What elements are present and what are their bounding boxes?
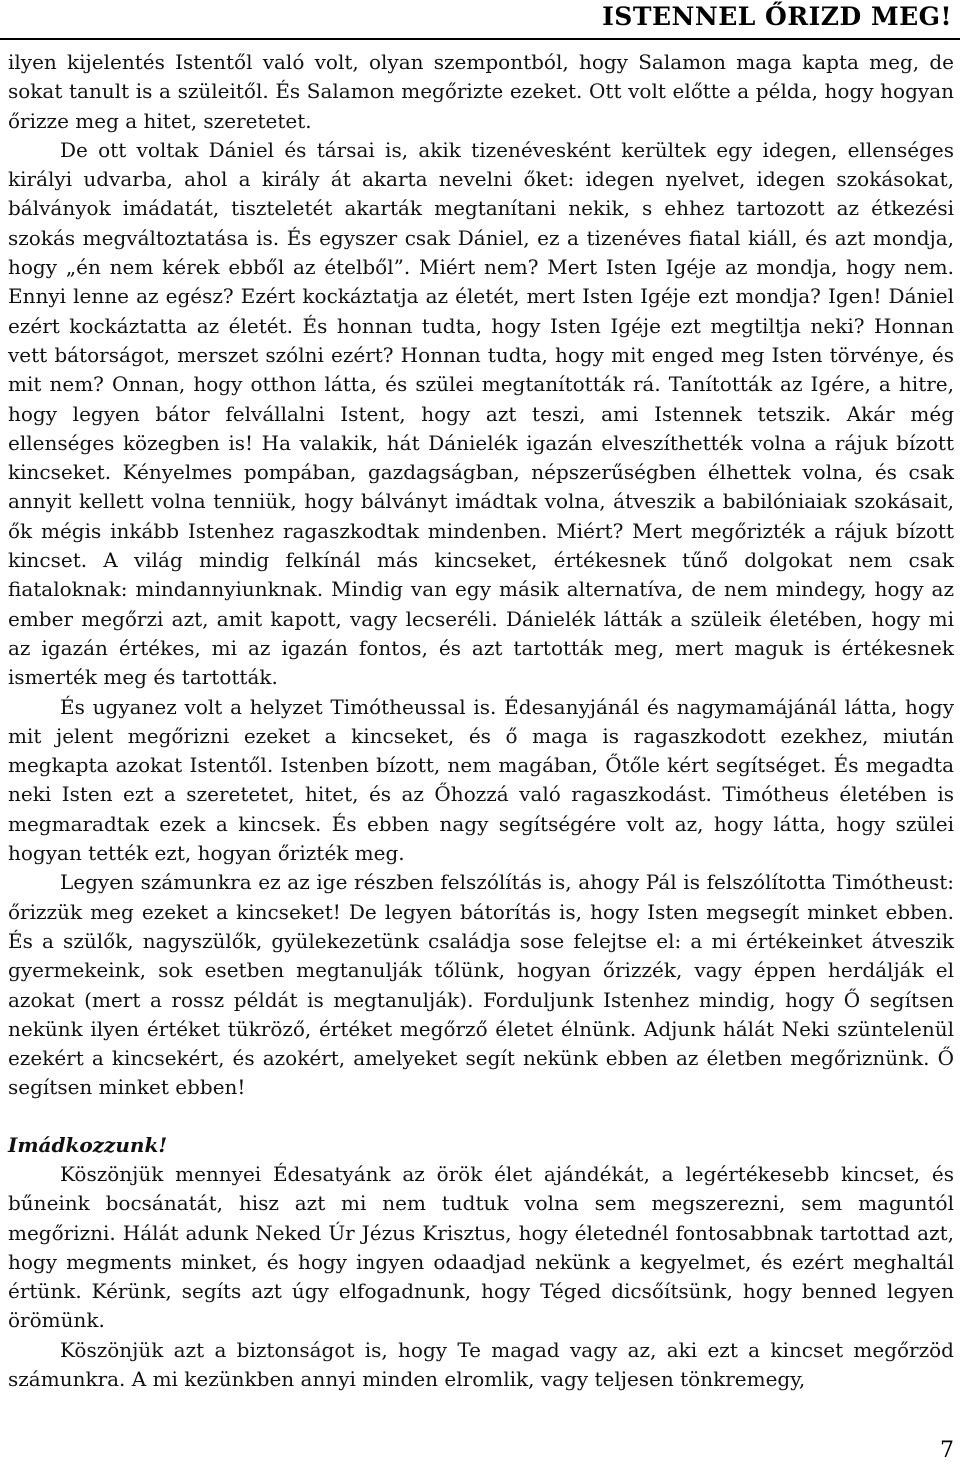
paragraph: Legyen számunkra ez az ige részben felszólítás is, ahogy Pál is felszólította Timótheust: őrizzük meg ezeket a kincseket! De legyen bátorítás is, hogy Isten megsegít minket ebben. És a szülők, nagyszülők, gyülekezetünk családja sose felejtse el: a mi értékeinket átveszik gyermekeink, sok esetben megtanulják tőlünk, hogyan őrizzék, vagy éppen herdálják el azokat (mert a rossz példát is megtanulják). Forduljunk Istenhez mindig, hogy Ő segítsen nekünk ilyen értéket tükröző, értéket megőrző életet élnünk. Adjunk hálát Neki szüntelenül ezekért a kincsekért, és azokért, amelyeket segít nekünk ebben az életben megőriznünk. Ő segítsen minket ebben! (8, 870, 954, 1100)
running-header-title: ISTENNEL ŐRIZD MEG! (602, 2, 952, 31)
body-text (8, 48, 954, 1394)
paragraph: És ugyanez volt a helyzet Timótheussal is. Édesanyjánál és nagymamájánál látta, hogy mit jelent megőrizni ezeket a kincseket, és ő maga is ragaszkodott ezekhez, miután megkapta azokat Istentől. Istenben bízott, nem magában, Őtőle kért segítséget. És megadta neki Isten ezt a szeretetet, hitet, és az Őhozzá való ragaszkodást. Timótheus életében is megmaradtak ezek a kincsek. És ebben nagy segítségére volt az, hogy látta, hogy szülei hogyan tették ezt, hogyan őrizték meg. (8, 694, 954, 866)
prayer-heading: Imádkozzunk! (8, 1132, 168, 1157)
paragraph: De ott voltak Dániel és társai is, akik tizenévesként kerültek egy idegen, ellenséges királyi udvarba, ahol a király át akarta nevelni őket: idegen nyelvet, idegen szokásokat, bálványok imádatát, tiszteletét akarták megtanítani nekik, s ehhez tartozott az étkezési szokás megváltoztatása is. És egyszer csak Dániel, ez a tizenéves fiatal kiáll, és azt mondja, hogy „én nem kérek ebből az ételből”. Miért nem? Mert Isten Igéje az mondja, hogy nem. Ennyi lenne az egész? Ezért kockáztatja az életét, mert Isten Igéje ezt mondja? Igen! Dániel ezért kockáztatta az életét. És honnan tudta, hogy Isten Igéje ezt megtiltja neki? Honnan vett bátorságot, merszet szólni ezért? Honnan tudta, hogy mit enged meg Isten törvénye, és mit nem? Onnan, hogy otthon látta, és szülei megtanították rá. Tanították az Igére, a hitre, hogy legyen bátor felvállalni Istent, hogy azt teszi, ami Istennek tetszik. Akár még ellenséges közegben is! Ha valakik, hát Dánielék igazán elveszíthették volna a rájuk bízott kincseket. Kényelmes pompában, gazdagságban, népszerűségben élhettek volna, és csak annyit kellett volna tenniük, hogy bálványt imádtak volna, átveszik a babilóniaiak szokásait, ők mégis inkább Istenhez ragaszkodtak mindenben. Miért? Mert megőrizték a rájuk bízott kincset. A világ mindig felkínál más kincseket, értékesnek tűnő dolgokat nem csak fiataloknak: mindannyiunknak. Mindig van egy másik alternatíva, de nem mindegy, hogy az ember megőrzi azt, amit kapott, vagy lecseréli. Dánielék látták a szüleik életében, hogy mi az igazán értékes, mi az igazán fontos, és azt tartották meg, mert maguk is értékesnek ismerték meg és tartották. (8, 137, 954, 690)
paragraph: ilyen kijelentés Istentől való volt, olyan szempontból, hogy Salamon maga kapta meg, de sokat tanult is a szüleitől. És Salamon megőrizte ezeket. Ott volt előtte a példa, hogy hogyan őrizze meg a hitet, szeretetet. (8, 50, 954, 133)
page-number: 7 (940, 1438, 954, 1463)
header-rule (0, 38, 960, 40)
prayer-paragraph: Köszönjük azt a biztonságot is, hogy Te magad vagy az, aki ezt a kincset megőrzöd számunkra. A mi kezünkben annyi minden elromlik, vagy teljesen tönkremegy, (8, 1337, 954, 1392)
prayer-paragraph: Köszönjük mennyei Édesatyánk az örök élet ajándékát, a legértékesebb kincset, és bűneink bocsánatát, hisz azt mi nem tudtuk volna sem megszerezni, sem maguntól megőrizni. Hálát adunk Neked Úr Jézus Krisztus, hogy életednél fontosabbnak tartottad azt, hogy megments minket, és hogy ingyen odaadjad nekünk a kegyelmet, és ezért meghaltál értünk. Kérünk, segíts azt úgy elfogadnunk, hogy Téged dicsőítsünk, hogy benned legyen örömünk. (8, 1161, 954, 1333)
